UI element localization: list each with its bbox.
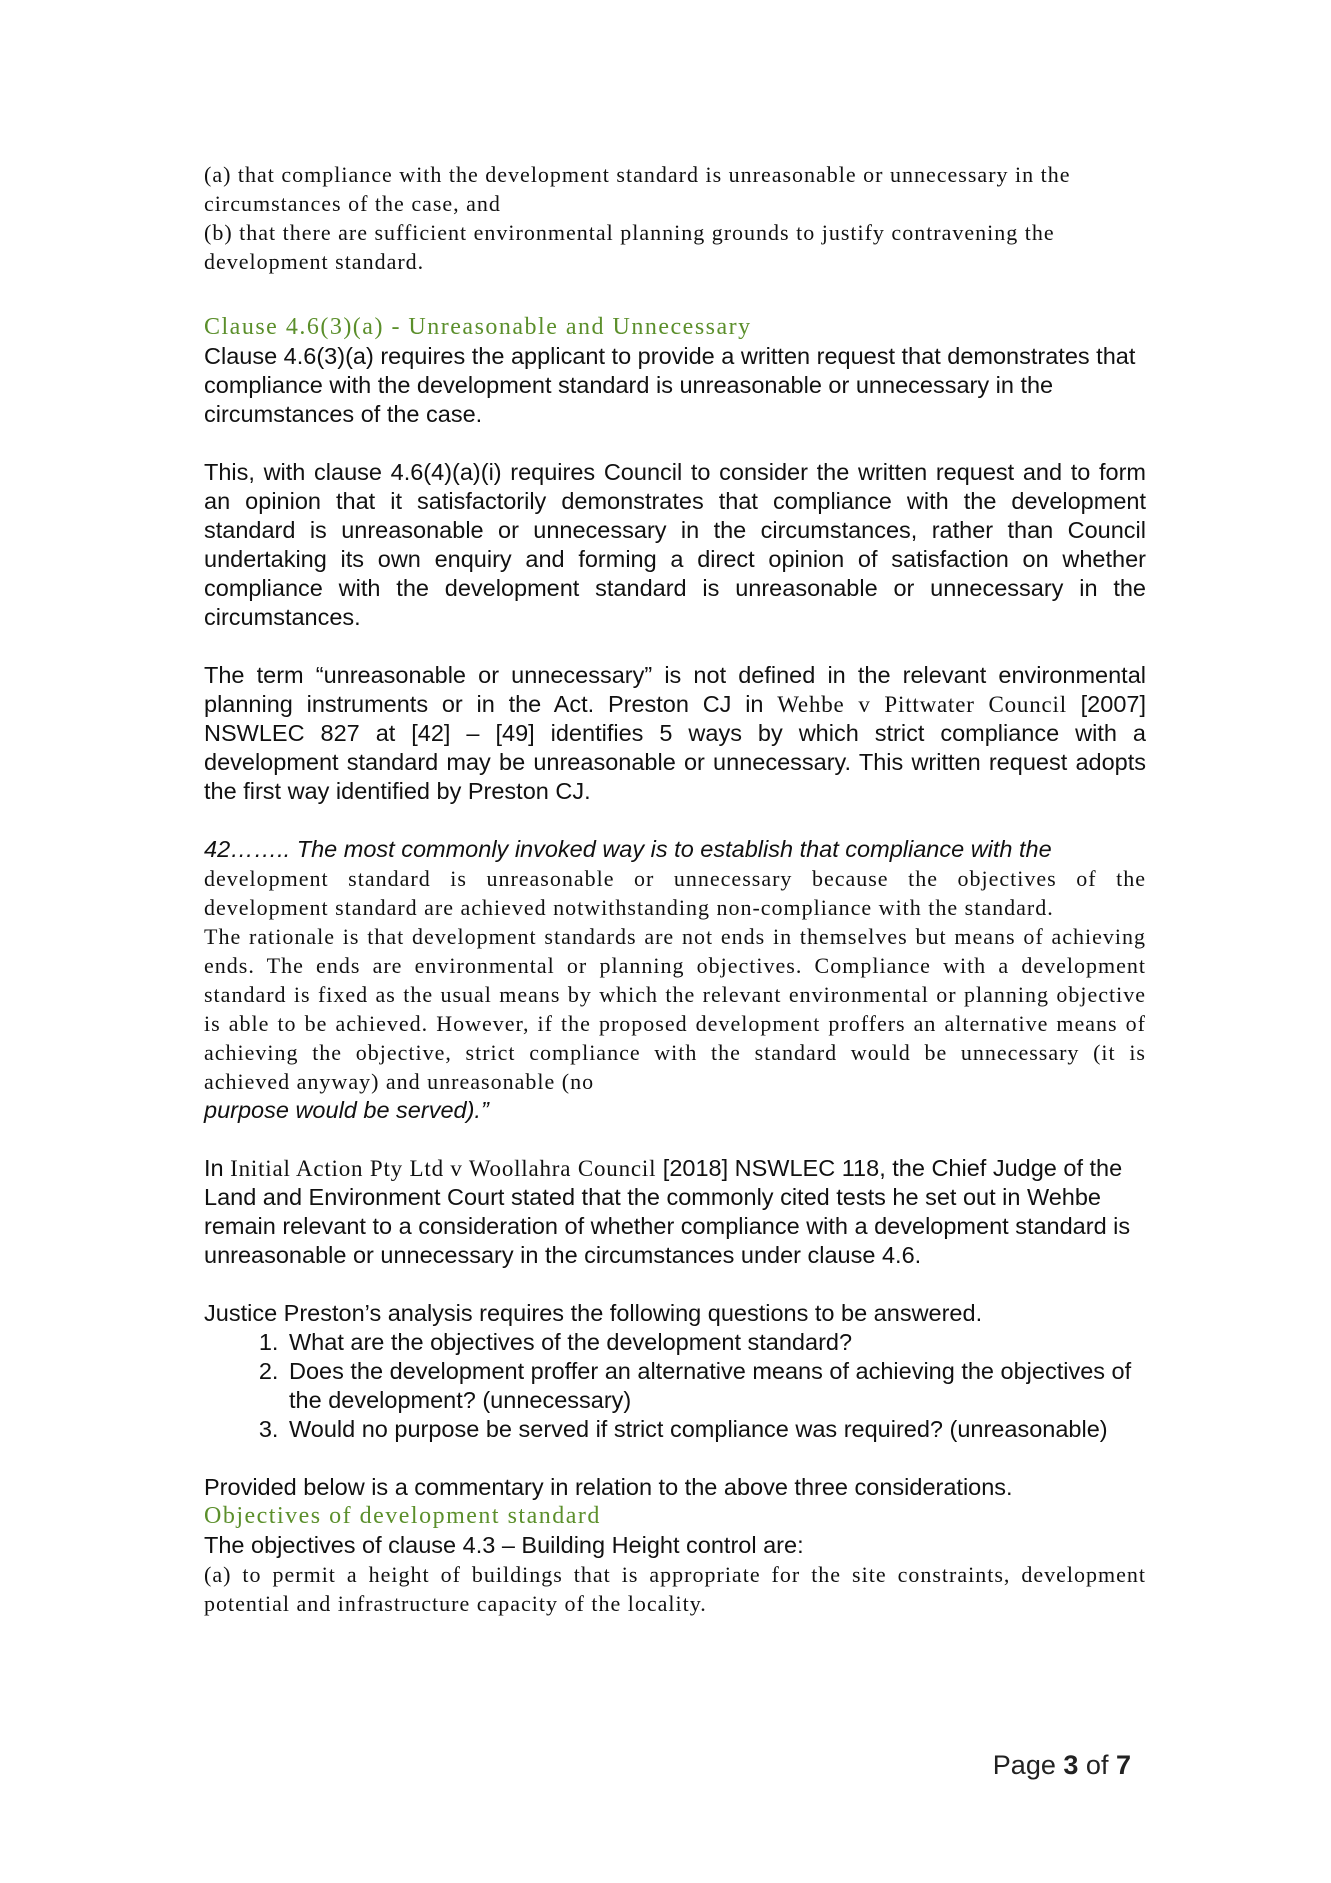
questions-list	[204, 1328, 1146, 1444]
section1-para-3	[204, 661, 1146, 806]
objectives-intro: The objectives of clause 4.3 – Building Height control are:	[204, 1532, 804, 1558]
section-heading-objectives: Objectives of development standard	[204, 1503, 601, 1529]
para3-text-after: [2007] NSWLEC 827 at [42] – [49] identifies 5 ways by which strict compliance with a development standard may be unreasonable or unnecessary. This written request adopts the first way identified by Preston CJ.	[204, 691, 1146, 804]
quote-para-1: development standard is unreasonable or unnecessary because the objectives of the development standard are achieved notwithstanding non-compliance with the standard.	[204, 866, 1146, 920]
page-current: 3	[1063, 1750, 1079, 1780]
question-item-2: 2. Does the development proffer an alternative means of achieving the objectives of the development? (unnecessary)	[285, 1357, 1146, 1415]
initial-action-after: [2018] NSWLEC 118, the Chief Judge of the Land and Environment Court stated that the commonly cited tests he set out in Wehbe remain relevant to a consideration of whether compliance with a development standard is unreasonable or unnecessary in the circumstances under clause 4.6.	[204, 1155, 1131, 1268]
initial-action-before: In	[204, 1155, 231, 1181]
quote-tail: purpose would be served).”	[204, 1097, 489, 1123]
page-total: 7	[1115, 1750, 1131, 1780]
intro-item-b: (b) that there are sufficient environmental planning grounds to justify contravening the development standard.	[204, 220, 1055, 274]
initial-action-para	[204, 1154, 1146, 1270]
commentary-para: Provided below is a commentary in relation to the above three considerations.	[204, 1474, 1013, 1500]
question-item-3: 3. Would no purpose be served if strict compliance was required? (unreasonable)	[285, 1415, 1146, 1444]
section1-para-1: Clause 4.6(3)(a) requires the applicant to provide a written request that demonstrates that compliance with the development standard is unreasonable or unnecessary in the circumstances of the case.	[204, 343, 1136, 427]
case-name-wehbe: Wehbe v Pittwater Council	[777, 692, 1067, 717]
quote-para-2: The rationale is that development standards are not ends in themselves but means of achieving ends. The ends are environmental or planning objectives. Compliance with a development standard is fixed as the usual means by which the relevant environmental or planning objective is able to be achieved. However, if the proposed development proffers an alternative means of achieving the objective, strict compliance with the standard would be unnecessary (it is achieved anyway) and unreasonable (no	[204, 924, 1146, 1094]
quote-lead: 42…….. The most commonly invoked way is to establish that compliance with the	[204, 836, 1052, 862]
intro-item-a: (a) that compliance with the development standard is unreasonable or unnecessary in the circumstances of the case, and	[204, 162, 1071, 216]
page-word: Page	[992, 1750, 1056, 1780]
case-name-initial-action: Initial Action Pty Ltd v Woollahra Council	[230, 1156, 657, 1181]
section1-para-2: This, with clause 4.6(4)(a)(i) requires Council to consider the written request and to form an opinion that it satisfactorily demonstrates that compliance with the development standard is unreasonable or unnecessary in the circumstances, rather than Council undertaking its own enquiry and forming a direct opinion of satisfaction on whether compliance with the development standard is unreasonable or unnecessary in the circumstances.	[204, 459, 1146, 630]
section-heading-unreasonable: Clause 4.6(3)(a) - Unreasonable and Unnecessary	[204, 314, 752, 340]
page-number	[900, 1748, 1131, 1782]
objective-item-a: (a) to permit a height of buildings that is appropriate for the site constraints, development potential and infrastructure capacity of the locality.	[204, 1562, 1146, 1616]
para3-text-before: The term “unreasonable or unnecessary” is not defined in the relevant environmental planning instruments or in the Act. Preston CJ in	[204, 662, 1146, 717]
question-item-1: 1. What are the objectives of the development standard?	[285, 1328, 1146, 1357]
page-content	[204, 160, 1146, 1618]
analysis-intro: Justice Preston’s analysis requires the following questions to be answered.	[204, 1300, 983, 1326]
page-of: of	[1085, 1750, 1109, 1780]
